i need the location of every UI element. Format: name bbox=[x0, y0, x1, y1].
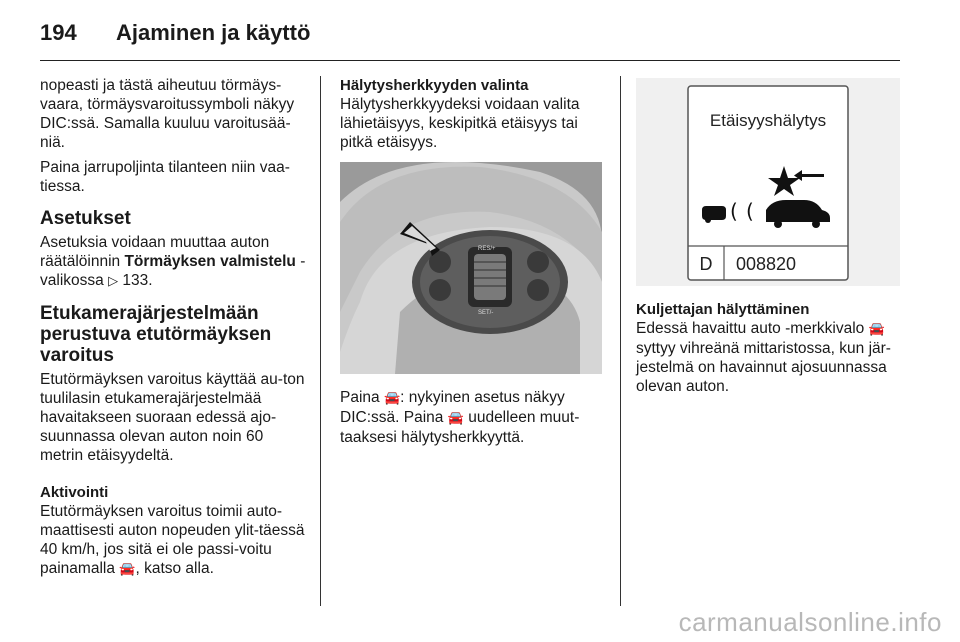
display-gear: D bbox=[699, 254, 713, 274]
car-distance-icon: 🚘 bbox=[447, 411, 464, 426]
steering-wheel-figure bbox=[340, 162, 602, 374]
svg-text:(: ( bbox=[746, 199, 754, 223]
driver-alert-paragraph bbox=[636, 319, 904, 396]
subheading-sensitivity: Hälytysherkkyyden valinta bbox=[340, 77, 529, 94]
text: syttyy vihreänä mittaristossa, kun jär-jestelmä on havainnut ajosuunnassa olevan auton. bbox=[636, 340, 891, 395]
arrow-ref-icon: ▷ bbox=[108, 274, 119, 289]
text: , katso alla. bbox=[135, 560, 214, 577]
page-number: 194 bbox=[40, 20, 77, 45]
aktivointi-paragraph bbox=[40, 502, 308, 579]
svg-text:(: ( bbox=[730, 199, 738, 223]
page-reference[interactable]: 133. bbox=[122, 272, 153, 289]
text: -valikossa bbox=[40, 253, 306, 289]
page-header bbox=[40, 20, 900, 60]
column-1 bbox=[40, 76, 308, 585]
display-code: 008820 bbox=[736, 254, 797, 274]
res-label: RES/+ bbox=[478, 246, 496, 252]
paragraph: Paina jarrupoljinta tilanteen niin vaa-tiessa. bbox=[40, 159, 290, 195]
column-divider-1 bbox=[320, 76, 321, 606]
menu-name: Törmäyksen valmistelu bbox=[124, 253, 296, 270]
set-label: SET/- bbox=[478, 310, 494, 316]
section-heading-asetukset: Asetukset bbox=[40, 208, 131, 229]
paragraph: nopeasti ja tästä aiheutuu törmäys-vaara, törmäysvaroitussymboli näkyy DIC:ssä. Samalla kuuluu varoitusää-niä. bbox=[40, 77, 295, 151]
paragraph: Hälytysherkkyydeksi voidaan valita lähietäisyys, keskipitkä etäisyys tai pitkä etäisyys. bbox=[340, 96, 580, 151]
header-divider bbox=[40, 60, 900, 61]
display-title: Etäisyyshälytys bbox=[709, 111, 827, 130]
dic-display-figure bbox=[636, 78, 900, 286]
section-heading-camera: Etukamerajärjestelmään perustuva etutörmäyksen varoitus bbox=[40, 303, 272, 366]
text: Asetuksia voidaan muuttaa auton räätälöinnin bbox=[40, 234, 270, 270]
paragraph: Etutörmäyksen varoitus käyttää au-ton tuulilasin etukamerajärjestelmää havaitakseen suoraan edessä ajo-suunnassa olevan auton noin 60 metrin etäisyydeltä. bbox=[40, 371, 305, 464]
text: : nykyinen asetus näkyy DIC:ssä. Paina bbox=[340, 389, 565, 426]
text: uudelleen muut-taaksesi hälytysherkkyyttä. bbox=[340, 409, 580, 446]
text: Edessä havaittu auto -merkkivalo bbox=[636, 320, 865, 337]
text: Etutörmäyksen varoitus toimii auto-maattisesti auton nopeuden ylit-täessä 40 km/h, jos sitä ei ole passi-voitu painamalla bbox=[40, 503, 305, 577]
page-title: Ajaminen ja käyttö bbox=[116, 20, 311, 45]
watermark: carmanualsonline.info bbox=[678, 607, 942, 637]
column-divider-2 bbox=[620, 76, 621, 606]
asetukset-paragraph bbox=[40, 233, 308, 291]
subheading-aktivointi: Aktivointi bbox=[40, 484, 109, 501]
subheading-driver-alert: Kuljettajan hälyttäminen bbox=[636, 301, 810, 318]
column-2 bbox=[340, 76, 610, 453]
text: Paina bbox=[340, 389, 380, 406]
column-3 bbox=[636, 76, 904, 402]
car-distance-icon: 🚘 bbox=[119, 562, 136, 577]
car-distance-icon: 🚘 bbox=[383, 391, 401, 406]
car-icon: 🚘 bbox=[868, 322, 885, 337]
figure-caption bbox=[340, 388, 610, 447]
